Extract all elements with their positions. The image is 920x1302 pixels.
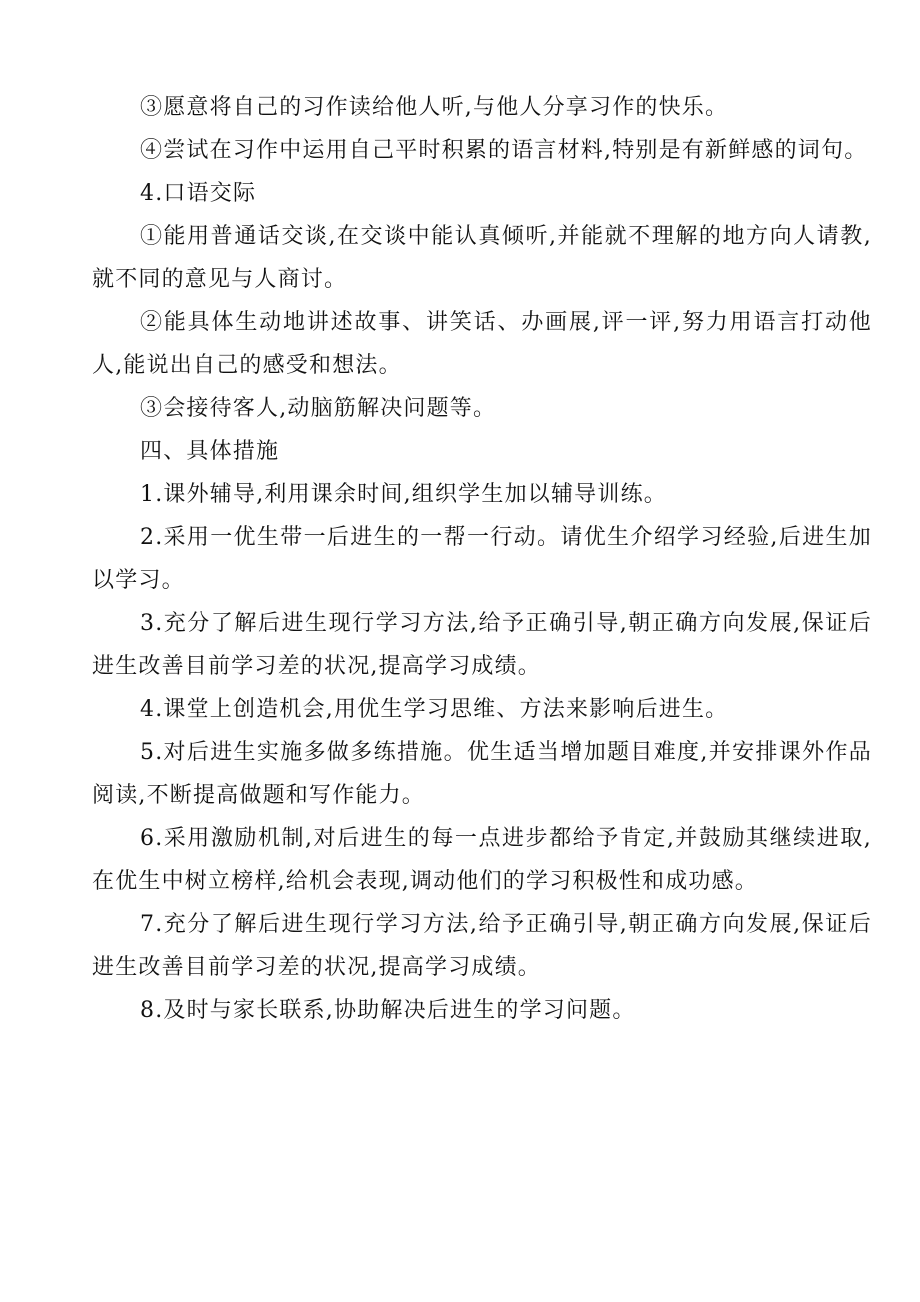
paragraph-measure-3: 3.充分了解后进生现行学习方法,给予正确引导,朝正确方向发展,保证后进生改善目前学习差的状况,提高学习成绩。: [92, 611, 872, 679]
paragraph-measure-4: 4.课堂上创造机会,用优生学习思维、方法来影响后进生。: [140, 697, 729, 722]
paragraph-oral-2: ②能具体生动地讲述故事、讲笑话、办画展,评一评,努力用语言打动他人,能说出自己的感受和想法。: [92, 310, 872, 378]
paragraph-oral-3: ③会接待客人,动脑筋解决问题等。: [140, 396, 497, 421]
paragraph-item-3: ③愿意将自己的习作读给他人听,与他人分享习作的快乐。: [140, 95, 729, 120]
paragraph-measure-2: 2.采用一优生带一后进生的一帮一行动。请优生介绍学习经验,后进生加以学习。: [92, 525, 872, 593]
paragraph-measure-5: 5.对后进生实施多做多练措施。优生适当增加题目难度,并安排课外作品阅读,不断提高做题和写作能力。: [92, 740, 872, 808]
paragraph-oral-1: ①能用普通话交谈,在交谈中能认真倾听,并能就不理解的地方向人请教,就不同的意见与人商讨。: [92, 224, 872, 292]
paragraph-item-4: ④尝试在习作中运用自己平时积累的语言材料,特别是有新鲜感的词句。: [140, 138, 868, 163]
section-heading-oral-communication: 4.口语交际: [140, 181, 257, 206]
paragraph-measure-8: 8.及时与家长联系,协助解决后进生的学习问题。: [140, 998, 636, 1023]
paragraph-measure-6: 6.采用激励机制,对后进生的每一点进步都给予肯定,并鼓励其继续进取,在优生中树立榜样,给机会表现,调动他们的学习积极性和成功感。: [92, 826, 872, 894]
document-body: [92, 86, 872, 1032]
section-heading-measures: 四、具体措施: [140, 439, 280, 464]
paragraph-measure-7: 7.充分了解后进生现行学习方法,给予正确引导,朝正确方向发展,保证后进生改善目前学习差的状况,提高学习成绩。: [92, 912, 872, 980]
paragraph-measure-1: 1.课外辅导,利用课余时间,组织学生加以辅导训练。: [140, 482, 667, 507]
